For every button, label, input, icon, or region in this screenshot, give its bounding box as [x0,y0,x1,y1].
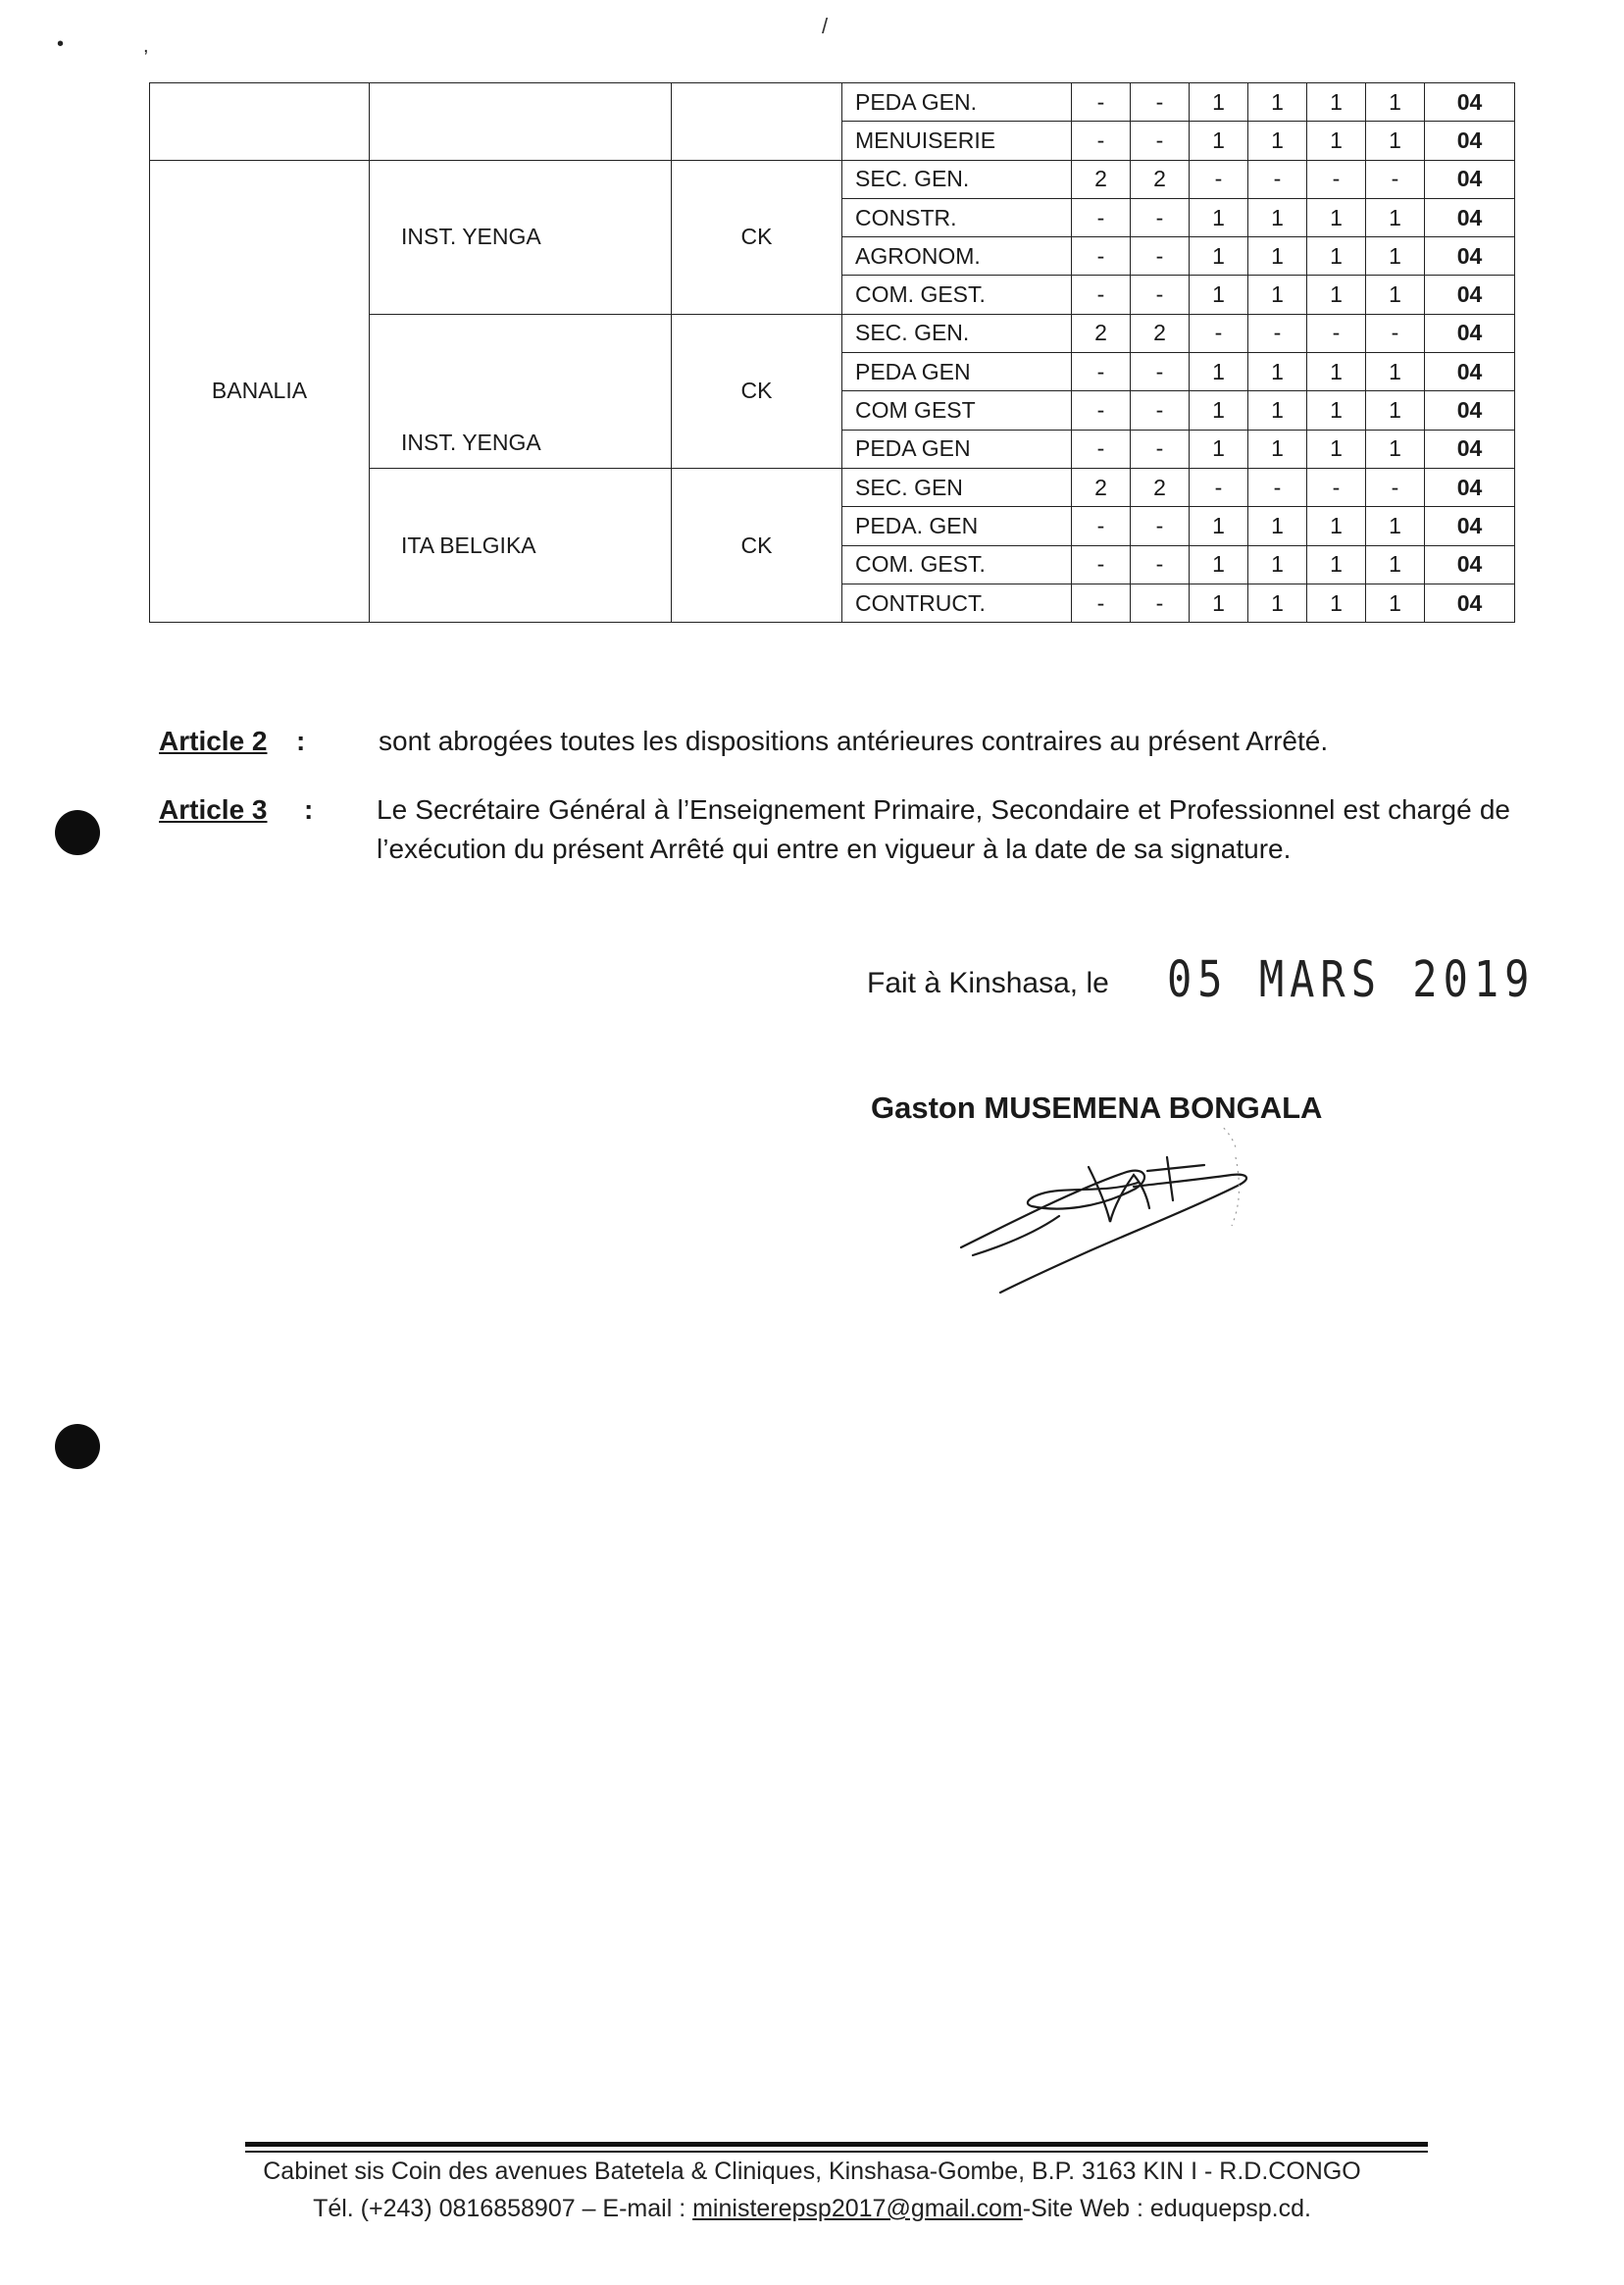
allocation-table [149,82,1515,623]
regime-cell: CK [672,160,842,314]
count-cell: 1 [1248,353,1307,391]
count-cell: 2 [1131,468,1190,506]
count-cell: - [1366,160,1425,198]
count-cell: 1 [1190,237,1248,276]
count-cell: 1 [1307,391,1366,430]
count-cell: 1 [1366,430,1425,468]
count-cell: - [1190,160,1248,198]
count-cell: 1 [1190,276,1248,314]
count-cell: - [1072,507,1131,545]
punch-hole [55,1424,100,1469]
section-cell: PEDA GEN [842,353,1072,391]
total-cell: 04 [1425,122,1515,160]
count-cell: 1 [1307,276,1366,314]
total-cell: 04 [1425,237,1515,276]
count-cell: 1 [1366,584,1425,622]
count-cell: 1 [1190,198,1248,236]
table-row [150,83,1515,122]
count-cell: 1 [1248,83,1307,122]
count-cell: 1 [1307,584,1366,622]
count-cell: - [1307,314,1366,352]
count-cell: 2 [1072,468,1131,506]
count-cell: 1 [1190,430,1248,468]
total-cell: 04 [1425,353,1515,391]
footer-email-link[interactable]: ministerepsp2017@gmail.com [692,2195,1023,2222]
total-cell: 04 [1425,584,1515,622]
school-name-cell: ITA BELGIKA [370,468,672,622]
count-cell: 1 [1248,237,1307,276]
date-stamp: 05 MARS 2019 [1167,950,1536,1008]
count-cell: - [1248,468,1307,506]
count-cell: 2 [1131,160,1190,198]
count-cell: - [1072,198,1131,236]
count-cell: - [1072,122,1131,160]
count-cell: 1 [1190,122,1248,160]
section-cell: COM GEST [842,391,1072,430]
total-cell: 04 [1425,391,1515,430]
count-cell: 1 [1248,545,1307,584]
scan-speck: , [143,35,149,57]
count-cell: 2 [1072,160,1131,198]
footer-rule [245,2151,1428,2153]
section-cell: CONTRUCT. [842,584,1072,622]
count-cell: - [1072,353,1131,391]
count-cell: 1 [1248,430,1307,468]
article-3-text: Le Secrétaire Général à l’Enseignement Primaire, Secondaire et Professionnel est chargé de l’exécution du présent Arrêté qui entre en vigueur à la date de sa signature. [377,794,1510,864]
section-cell: PEDA GEN. [842,83,1072,122]
count-cell: 1 [1248,507,1307,545]
count-cell: 1 [1366,198,1425,236]
count-cell: - [1307,468,1366,506]
count-cell: 1 [1307,122,1366,160]
count-cell: 2 [1072,314,1131,352]
count-cell: - [1131,353,1190,391]
table-body [150,83,1515,623]
signer-name: Gaston MUSEMENA BONGALA [871,1091,1323,1125]
count-cell: - [1307,160,1366,198]
total-cell: 04 [1425,198,1515,236]
count-cell: 1 [1248,122,1307,160]
count-cell: 1 [1366,545,1425,584]
count-cell: - [1131,430,1190,468]
footer-phone: Tél. (+243) 0816858907 – E-mail : [313,2195,693,2222]
count-cell: - [1072,391,1131,430]
count-cell: 1 [1248,276,1307,314]
count-cell: 1 [1307,237,1366,276]
count-cell: 1 [1366,83,1425,122]
school-name-cell: INST. YENGA [370,314,672,468]
section-cell: COM. GEST. [842,545,1072,584]
count-cell: - [1072,83,1131,122]
count-cell: - [1190,314,1248,352]
article-3-label: Article 3 [159,794,268,825]
page-mark: / [822,14,829,38]
section-cell: PEDA GEN [842,430,1072,468]
section-cell: MENUISERIE [842,122,1072,160]
count-cell: - [1131,391,1190,430]
count-cell: 1 [1307,507,1366,545]
count-cell: - [1131,237,1190,276]
count-cell: 1 [1366,276,1425,314]
count-cell: 1 [1307,198,1366,236]
count-cell: 1 [1366,391,1425,430]
total-cell: 04 [1425,468,1515,506]
handwritten-signature [941,1128,1275,1314]
total-cell: 04 [1425,430,1515,468]
total-cell: 04 [1425,276,1515,314]
place-date-label: Fait à Kinshasa, le [867,967,1109,999]
article-3-colon: : [304,794,314,825]
scan-speck: • [57,33,65,55]
locality-cell: BANALIA [150,160,370,623]
total-cell: 04 [1425,83,1515,122]
table-row [150,160,1515,198]
count-cell: 1 [1307,83,1366,122]
count-cell: 1 [1190,353,1248,391]
count-cell: - [1366,468,1425,506]
total-cell: 04 [1425,314,1515,352]
footer-address: Cabinet sis Coin des avenues Batetela & Cliniques, Kinshasa-Gombe, B.P. 3163 KIN I - R.D.CONGO [263,2158,1361,2185]
article-2-colon: : [296,726,306,756]
count-cell: - [1248,314,1307,352]
school-cell-prev [370,83,672,161]
footer-rule [245,2142,1428,2147]
total-cell: 04 [1425,160,1515,198]
count-cell: - [1072,237,1131,276]
count-cell: 1 [1190,391,1248,430]
count-cell: - [1131,507,1190,545]
punch-hole [55,810,100,855]
school-name-cell: INST. YENGA [370,160,672,314]
regime-cell-prev [672,83,842,161]
count-cell: 1 [1190,507,1248,545]
article-2-label: Article 2 [159,726,268,756]
count-cell: 1 [1248,391,1307,430]
footer-site: -Site Web : eduquepsp.cd. [1022,2195,1311,2222]
total-cell: 04 [1425,545,1515,584]
section-cell: PEDA. GEN [842,507,1072,545]
count-cell: 1 [1366,353,1425,391]
section-cell: COM. GEST. [842,276,1072,314]
count-cell: 1 [1190,545,1248,584]
count-cell: 1 [1307,430,1366,468]
footer-contact [0,2195,1624,2223]
count-cell: - [1131,122,1190,160]
count-cell: 2 [1131,314,1190,352]
count-cell: 1 [1248,198,1307,236]
count-cell: 1 [1190,83,1248,122]
locality-cell-prev [150,83,370,161]
count-cell: - [1072,276,1131,314]
count-cell: - [1248,160,1307,198]
count-cell: 1 [1190,584,1248,622]
count-cell: - [1072,584,1131,622]
count-cell: - [1072,545,1131,584]
section-cell: CONSTR. [842,198,1072,236]
article-2-text: sont abrogées toutes les dispositions antérieures contraires au présent Arrêté. [379,726,1329,756]
count-cell: - [1131,545,1190,584]
count-cell: - [1366,314,1425,352]
section-cell: SEC. GEN [842,468,1072,506]
count-cell: - [1131,198,1190,236]
section-cell: SEC. GEN. [842,314,1072,352]
count-cell: 1 [1366,507,1425,545]
count-cell: 1 [1248,584,1307,622]
section-cell: SEC. GEN. [842,160,1072,198]
count-cell: - [1190,468,1248,506]
count-cell: 1 [1366,122,1425,160]
count-cell: - [1072,430,1131,468]
section-cell: AGRONOM. [842,237,1072,276]
regime-cell: CK [672,468,842,622]
count-cell: - [1131,584,1190,622]
count-cell: 1 [1366,237,1425,276]
count-cell: 1 [1307,353,1366,391]
count-cell: 1 [1307,545,1366,584]
count-cell: - [1131,83,1190,122]
regime-cell: CK [672,314,842,468]
total-cell: 04 [1425,507,1515,545]
count-cell: - [1131,276,1190,314]
